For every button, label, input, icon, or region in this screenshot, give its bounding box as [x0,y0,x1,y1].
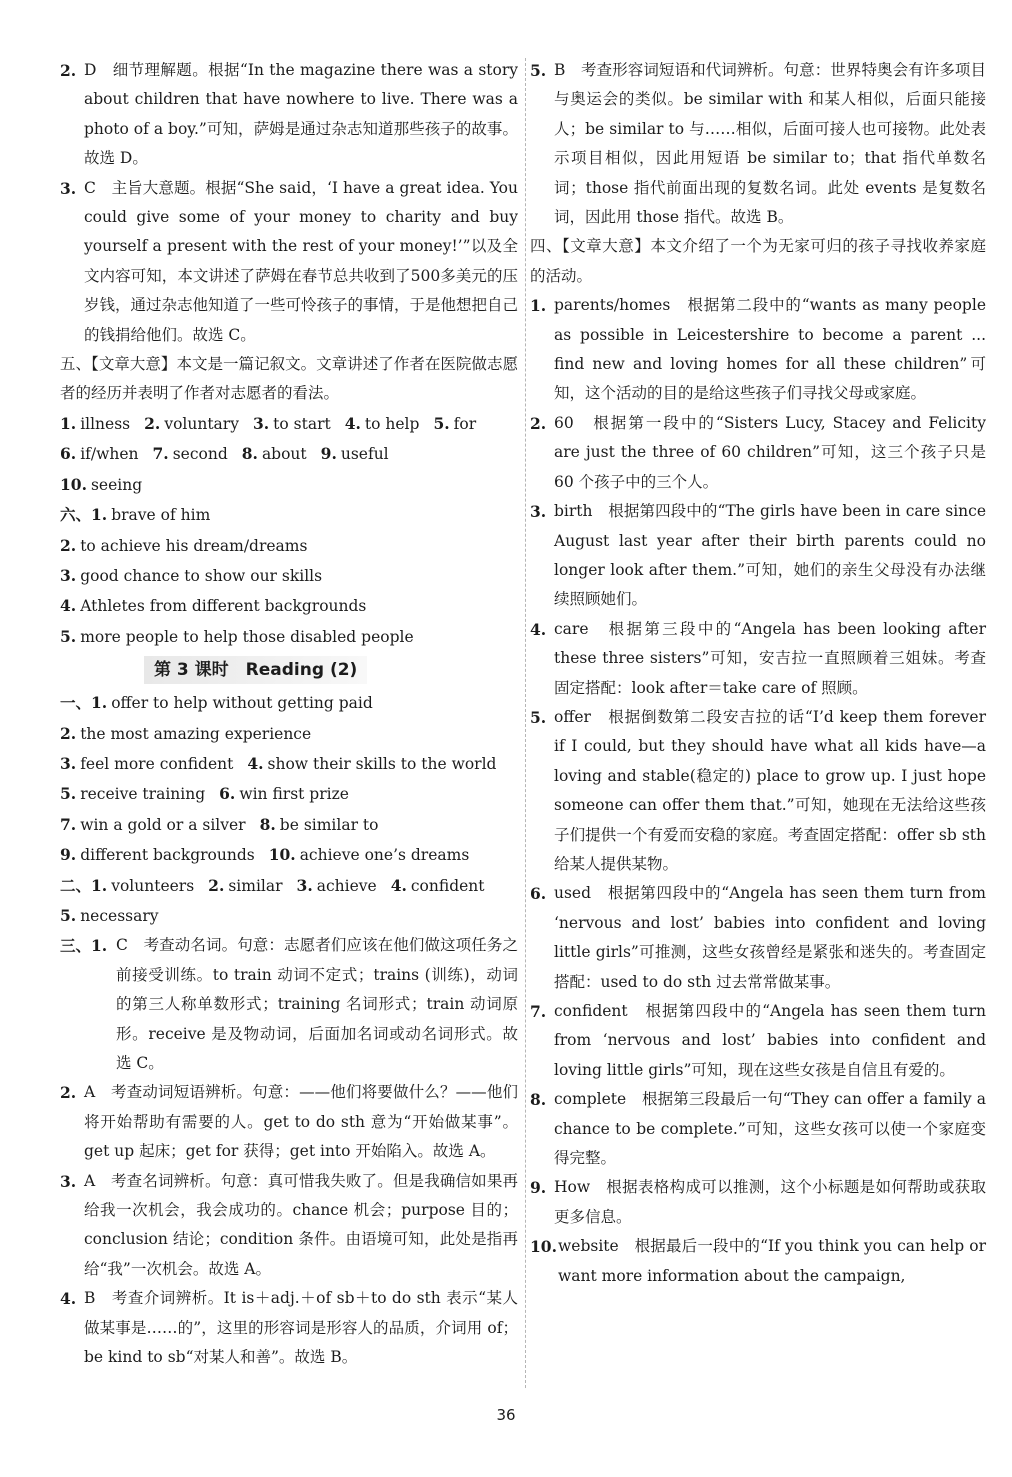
item-number: 2. [60,1083,77,1103]
item-number: 3. [530,502,547,522]
answer-number: 10. [268,845,296,865]
item-text: parents/homes 根据第二段中的“wants as many people as possible in Leicestershire to become a parent ... find new and loving homes for all these children”可知，这个活动的目的是给这些孩子们寻找父母或家庭。 [554,296,986,403]
item-text: birth 根据第四段中的“The girls have been in care since August last year after their birth parents could no longer look after them.”可知，她们的亲生父母没有办法继续照顾她们。 [554,502,986,609]
answer-number: 1. [91,693,108,713]
answer-item [60,56,518,174]
answer-number: 5. [60,626,77,646]
answer-text: seeing [90,475,143,494]
answer-text: if/when [80,445,139,464]
item-number: 10. [530,1237,557,1257]
item-number: 2. [60,61,77,80]
item-number: 5. [530,707,547,727]
answer-text: necessary [80,906,159,925]
item-text: 60 根据第一段中的“Sisters Lucy, Stacey and Felicity are just the three of 60 children”可知，这三个孩子只是 60 个孩子中的三个人。 [554,413,986,491]
answer-row [60,719,518,749]
item-number: 2. [530,413,547,433]
answer-item [530,703,986,879]
answer-number: 7. [60,814,77,834]
answer-text: receive training [80,785,206,804]
item-text: C 主旨大意题。根据“She said，‘I have a great idea. You could give some of your money to charity and buy yourself a present with the rest of your money!’”以及全文内容可知，本文讲述了萨姆在春节总共收到了500多美元的压岁钱，通过杂志他知道了一些可怜孩子的事情，于是他想把自己的钱捐给他们。故选 C。 [84,178,519,344]
answer-number: 3. [60,565,77,585]
item-text: website 根据最后一段中的“If you think you can help or want more information about the campaign, [558,1237,986,1285]
answer-item [530,497,986,615]
answer-item [60,174,518,350]
answer-number: 8. [241,444,258,464]
answer-text: good chance to show our skills [80,566,323,585]
item-text: complete 根据第三段最后一句“They can offer a family a chance to be complete.”可知，这些女孩可以使一个家庭变得完整。 [554,1090,986,1168]
item-text: A 考查名词辨析。句意：真可惜我失败了。但是我确信如果再给我一次机会，我会成功的。chance 机会；purpose 目的；conclusion 结论；condition 条件。由语境可知，此处是指再给“我”一次机会。故选 A。 [84,1171,518,1278]
answer-number: 2. [60,535,77,555]
answer-row [60,439,518,469]
answer-text: different backgrounds [80,846,255,865]
answer-number: 2. [144,413,161,433]
answer-number: 5. [60,905,77,925]
item-number: 3. [60,178,77,198]
answer-row [60,840,518,870]
answer-number: 6. [60,444,77,464]
item-number: 8. [530,1090,547,1110]
answer-item [530,1085,986,1173]
answer-row [60,688,518,718]
answer-number: 1. [91,505,108,525]
answer-text: be similar to [279,815,379,834]
answer-item [530,291,986,409]
answer-row [60,779,518,809]
item-number: 6. [530,884,547,904]
right-column [530,56,986,1291]
answer-text: voluntary [164,414,239,433]
answer-item [530,56,986,232]
answer-number: 3. [60,753,77,773]
answer-item [530,1232,986,1291]
answer-number: 4. [60,596,77,616]
answer-item [60,1167,518,1285]
answer-row [60,591,518,621]
item-text: How 根据表格构成可以推测，这个小标题是如何帮助或获取更多信息。 [554,1178,986,1226]
answer-number: 4. [247,753,264,773]
answer-row [60,810,518,840]
answer-text: achieve [316,876,377,895]
answer-row [60,500,518,530]
answer-text: the most amazing experience [80,724,312,743]
answer-number: 3. [296,875,313,895]
answer-item [530,409,986,497]
answer-text: Athletes from different backgrounds [80,597,367,616]
item-text: offer 根据倒数第二段安吉拉的话“I’d keep them forever if I could, but they should have what all kids have—a loving and stable(稳定的) place to grow up. I just hope someone can offer them that.”可知，她现在无法给这些孩子们提供一个有爱而安稳的家庭。考查固定搭配：offer sb sth 给某人提供某物。 [554,707,986,873]
answer-number: 5. [433,413,450,433]
item-text: D 细节理解题。根据“In the magazine there was a story about children that have nowhere to live. There was a photo of a boy.”可知，萨姆是通过杂志知道那些孩子的故事。故选 D。 [84,61,518,168]
answer-text: to start [273,414,331,433]
answer-text: win a gold or a silver [80,815,246,834]
answer-text: win first prize [239,785,349,804]
answer-number: 2. [208,875,225,895]
answer-row [60,871,518,901]
answer-item [530,997,986,1085]
answer-number: 6. [219,784,236,804]
page-number: 36 [496,1406,516,1424]
item-text: B 考查形容词短语和代词辨析。句意：世界特奥会有许多项目与奥运会的类似。be similar with 和某人相似，后面只能接人；be similar to 与……相似，后面可接人也可接物。此处表示项目相似，因此用短语 be similar to；that 指代单数名词；those 指代前面出现的复数名词。此处 events 是复数名词，因此用 those 指代。故选 B。 [554,61,986,227]
answer-row [60,622,518,652]
answer-row [60,409,518,439]
section-4-summary: 四、【文章大意】本文介绍了一个为无家可归的孩子寻找收养家庭的活动。 [530,237,986,285]
answer-text: illness [80,414,131,433]
answer-text: to help [364,414,420,433]
answer-text: second [172,445,228,464]
item-number: 9. [530,1178,547,1198]
answer-number: 1. [60,413,77,433]
answer-number: 2. [60,723,77,743]
answer-number: 7. [152,444,169,464]
item-text: used 根据第四段中的“Angela has seen them turn from ‘nervous and lost’ babies into confident and loving little girls”可推测，这些女孩曾经是紧张和迷失的。考查固定搭配：used to do sth 过去常常做某事。 [554,884,986,991]
column-divider [525,58,526,1388]
answer-text: confident [410,876,485,895]
left-column [60,56,518,1372]
section-5-summary: 五、【文章大意】本文是一篇记叙文。文章讲述了作者在医院做志愿者的经历并表明了作者对志愿者的看法。 [60,355,518,403]
answer-text: show their skills to the world [267,754,497,773]
answer-row [60,749,518,779]
item-number: 4. [530,619,547,639]
item-number: 1. [530,296,547,316]
answer-row [60,901,518,931]
section-label: 六、 [60,505,92,525]
answer-item [530,615,986,703]
answer-row [60,531,518,561]
answer-number: 4. [390,875,407,895]
item-text: confident 根据第四段中的“Angela has seen them turn from ‘nervous and lost’ babies into confident and loving little girls”可知，现在这些女孩是自信且有爱的。 [554,1002,986,1079]
answer-item [530,879,986,997]
item-text: B 考查介词辨析。It is＋adj.＋of sb＋to do sth 表示“某人做某事是……的”，这里的形容词是形容人的品质，介词用 of；be kind to sb“对某人和善”。故选 B。 [84,1289,518,1367]
answer-item [60,1078,518,1166]
answer-text: achieve one’s dreams [299,846,470,865]
answer-row [60,561,518,591]
answer-text: offer to help without getting paid [111,694,373,713]
answer-text: to achieve his dream/dreams [80,536,308,555]
answer-item [530,1173,986,1232]
answer-text: feel more confident [80,754,234,773]
answer-number: 4. [344,413,361,433]
answer-text: for [453,414,477,433]
answer-number: 9. [320,444,337,464]
item-number: 7. [530,1002,547,1021]
item-number: 5. [530,61,547,80]
heading-wrap [60,652,518,688]
answer-text: useful [340,445,389,464]
item-text: C 考查动名词。句意：志愿者们应该在他们做这项任务之前接受训练。to train 动词不定式；trains (训练)，动词的第三人称单数形式；training 名词形式；train 动词原形。receive 是及物动词，后面加名词或动名词形式。故选 C。 [116,936,518,1072]
item-text: A 考查动词短语辨析。句意：——他们将要做什么？——他们将开始帮助有需要的人。get to do sth 意为“开始做某事”。get up 起床；get for 获得；get into 开始陷入。故选 A。 [84,1083,518,1161]
lesson-heading: 第 3 课时 Reading (2) [144,656,367,684]
answer-text: about [261,445,307,464]
answer-item [60,1284,518,1372]
item-number: 3. [60,1171,77,1191]
answer-number: 3. [252,413,270,433]
answer-number: 9. [60,845,77,865]
section-label: 二、 [60,875,92,895]
answer-text: volunteers [111,876,195,895]
answer-text: more people to help those disabled people [80,627,414,646]
answer-number: 8. [259,814,276,834]
answer-text: similar [228,876,283,895]
answer-text: brave of him [111,506,211,525]
answer-item [60,931,518,1078]
item-number: 三、1. [60,936,108,956]
answer-number: 5. [60,784,77,804]
answer-number: 1. [91,875,108,895]
section-label: 一、 [60,693,92,713]
answer-number: 10. [60,474,87,494]
answer-row [60,470,518,500]
item-text: care 根据第三段中的“Angela has been looking after these three sisters”可知，安吉拉一直照顾着三姐妹。考查固定搭配：look after＝take care of 照顾。 [554,619,986,697]
item-number: 4. [60,1289,77,1309]
